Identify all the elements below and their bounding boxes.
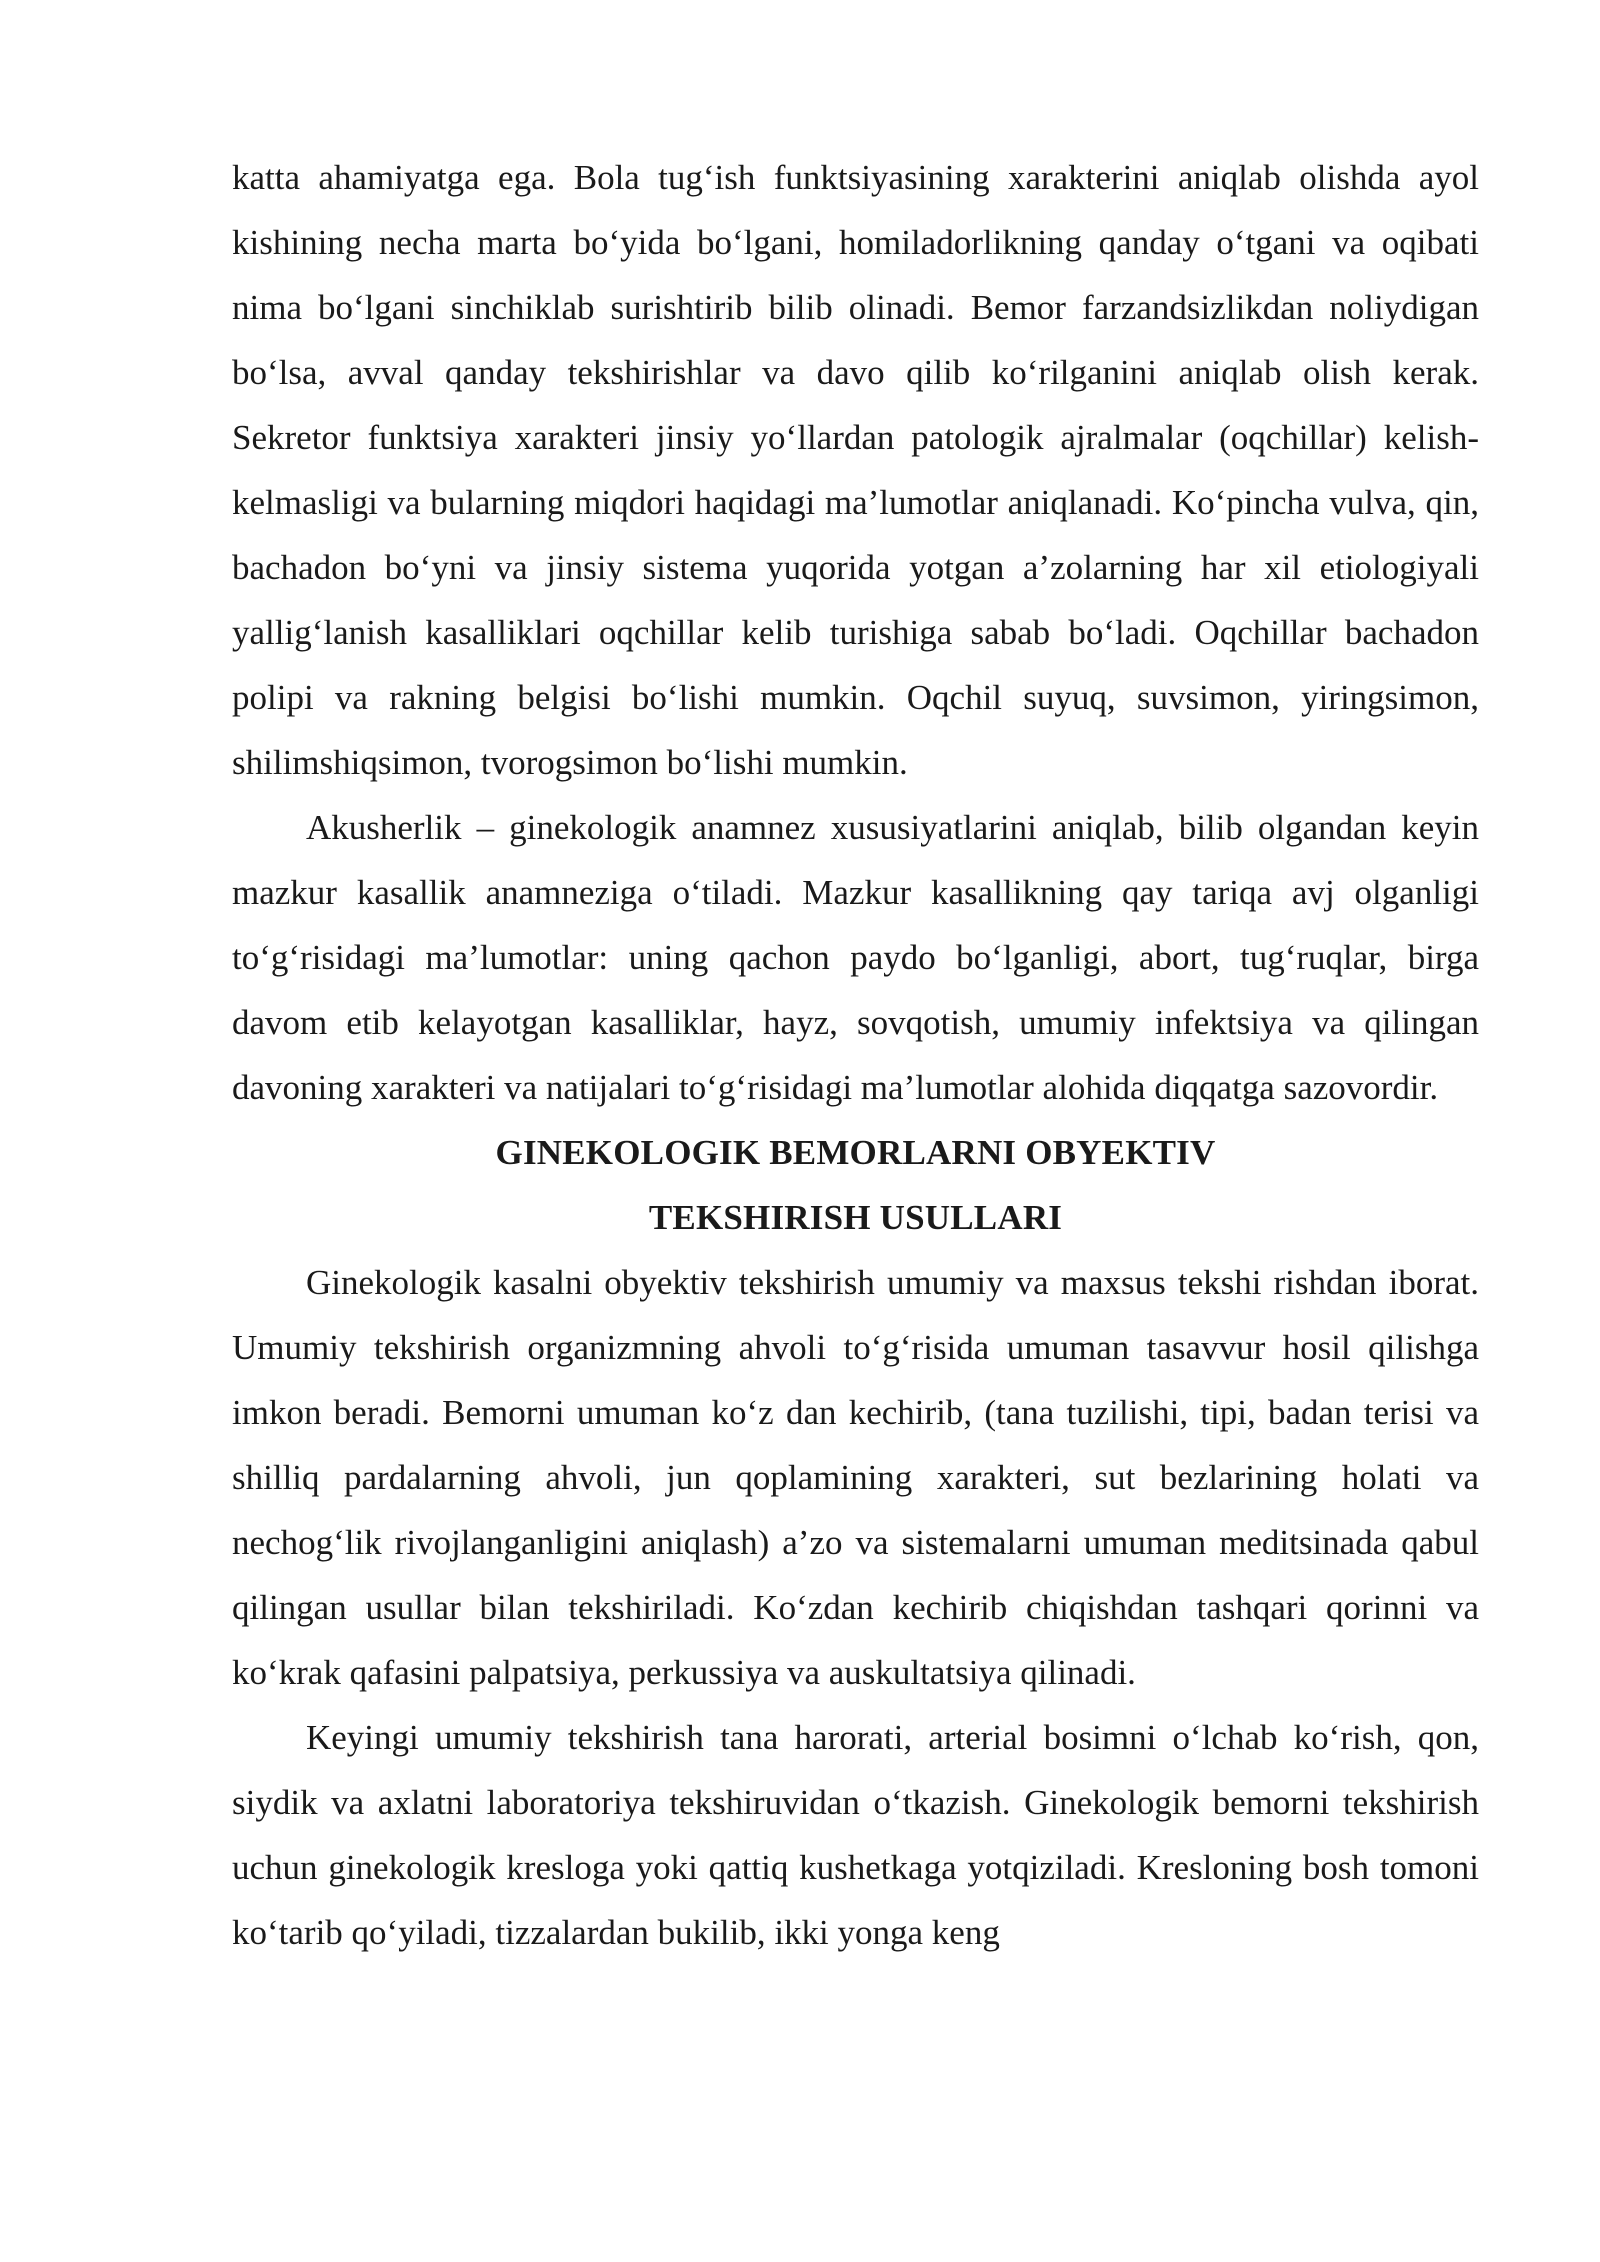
paragraph-2: Akusherlik – ginekologik anamnez xususiyatlarini aniqlab, bilib olgandan keyin mazkur kasallik anamneziga o‘tiladi. Mazkur kasallikning qay tariqa avj olganligi to‘g‘risidagi ma’lumotlar: uning qachon paydo bo‘lganligi, abort, tug‘ruqlar, birga davom etib kelayotgan kasalliklar, hayz, sovqotish, umumiy infektsiya va qilingan davoning xarakteri va natijalari to‘g‘risidagi ma’lumotlar alohida diqqatga sazovordir. (232, 808, 1479, 1107)
section-heading (232, 1120, 1479, 1250)
paragraph-3: Ginekologik kasalni obyektiv tekshirish umumiy va maxsus tekshi rishdan iborat. Umumiy tekshirish organizmning ahvoli to‘g‘risida umuman tasavvur hosil qilishga imkon beradi. Bemorni umuman ko‘z dan kechirib, (tana tuzilishi, tipi, badan terisi va shilliq pardalarning ahvoli, jun qoplamining xarakteri, sut bezlarining holati va nechog‘lik rivojlanganligini aniqlash) a’zo va sistemalarni umuman meditsinada qabul qilingan usullar bilan tekshiriladi. Ko‘zdan kechirib chiqishdan tashqari qorinni va ko‘krak qafasini palpatsiya, perkussiya va auskultatsiya qilinadi. (232, 1263, 1479, 1692)
paragraph-4: Keyingi umumiy tekshirish tana harorati, arterial bosimni o‘lchab ko‘rish, qon, siydik va axlatni laboratoriya tekshiruvidan o‘tkazish. Ginekologik bemorni tekshirish uchun ginekologik kresloga yoki qattiq kushetkaga yotqiziladi. Kresloning bosh tomoni ko‘tarib qo‘yiladi, tizzalardan bukilib, ikki yonga keng (232, 1718, 1479, 1952)
document-page (232, 145, 1479, 1965)
paragraph-1: katta ahamiyatga ega. Bola tug‘ish funktsiyasining xarakterini aniqlab olishda ayol kishining necha marta bo‘yida bo‘lgani, homiladorlikning qanday o‘tgani va oqibati nima bo‘lgani sinchiklab surishtirib bilib olinadi. Bemor farzandsizlikdan noliydigan bo‘lsa, avval qanday tekshirishlar va davo qilib ko‘rilganini aniqlab olish kerak. Sekretor funktsiya xarakteri jinsiy yo‘llardan patologik ajralmalar (oqchillar) kelish-kelmasligi va bularning miqdori haqidagi ma’lumotlar aniqlanadi. Ko‘pincha vulva, qin, bachadon bo‘yni va jinsiy sistema yuqorida yotgan a’zolarning har xil etiologiyali yallig‘lanish kasalliklari oqchillar kelib turishiga sabab bo‘ladi. Oqchillar bachadon polipi va rakning belgisi bo‘lishi mumkin. Oqchil suyuq, suvsimon, yiringsimon, shilimshiqsimon, tvorogsimon bo‘lishi mumkin. (232, 158, 1479, 782)
section-heading-line-2: TEKSHIRISH USULLARI (648, 1198, 1063, 1237)
section-heading-line-1: GINEKOLOGIK BEMORLARNI OBYEKTIV (495, 1133, 1216, 1172)
